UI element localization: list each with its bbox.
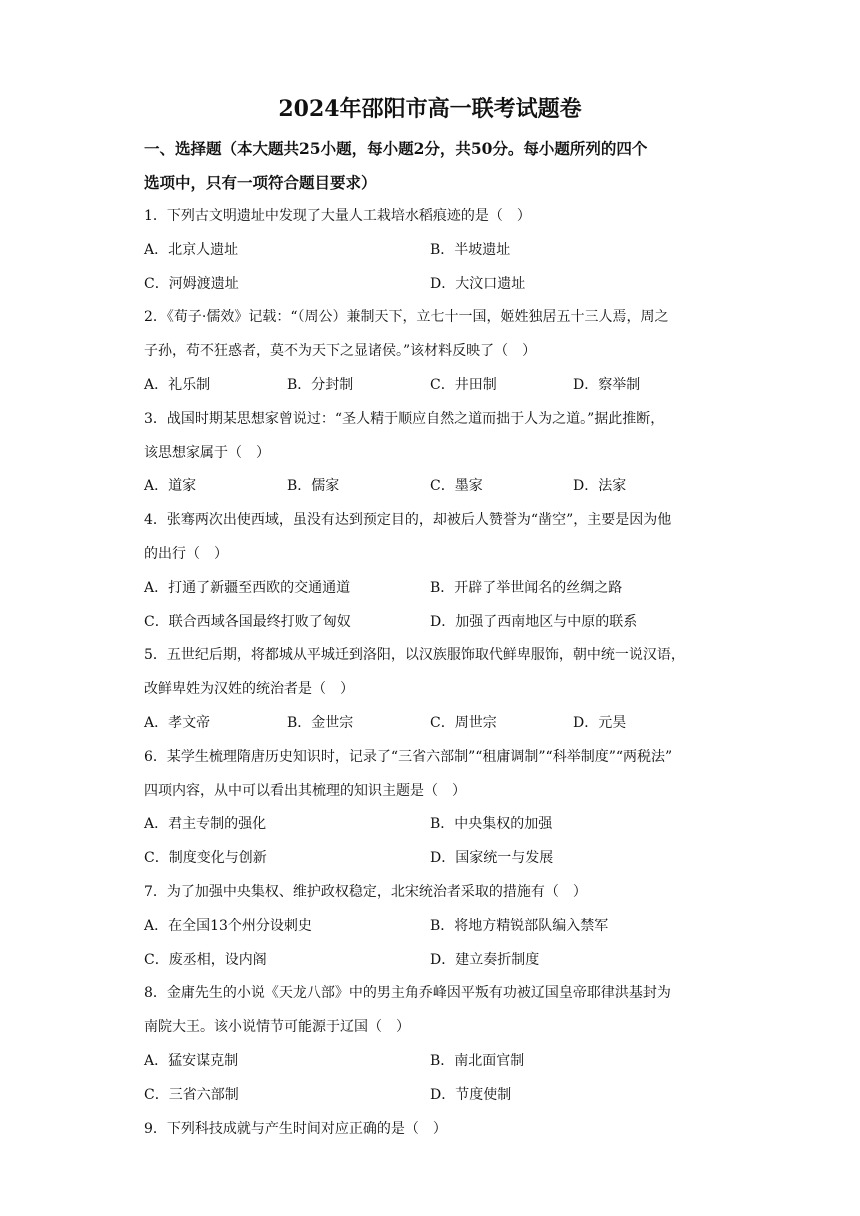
question-stem-line: 南院大王。该小说情节可能源于辽国（ ） xyxy=(144,1019,410,1036)
option-d: D．国家统一与发展 xyxy=(430,850,554,867)
question-4 xyxy=(144,504,716,639)
option-list xyxy=(144,808,716,876)
question-8 xyxy=(144,977,716,1112)
option-a: A．礼乐制 xyxy=(144,376,211,393)
option-a: A．打通了新疆至西欧的交通通道 xyxy=(144,579,351,596)
question-stem-line: 改鲜卑姓为汉姓的统治者是（ ） xyxy=(144,681,354,698)
option-d: D．建立奏折制度 xyxy=(430,951,540,968)
option-d: D．法家 xyxy=(573,478,627,495)
option-list xyxy=(144,470,716,504)
option-b: B．金世宗 xyxy=(287,714,354,731)
question-stem-line: 2．《荀子·儒效》记载：“（周公）兼制天下，立七十一国，姬姓独居五十三人焉，周之 xyxy=(144,309,669,326)
question-stem-line: 该思想家属于（ ） xyxy=(144,444,270,461)
option-d: D．大汶口遗址 xyxy=(430,275,526,292)
option-list xyxy=(144,707,716,741)
question-stem-line: 8．金庸先生的小说《天龙八部》中的男主角乔峰因平叛有功被辽国皇帝耶律洪基封为 xyxy=(144,985,671,1002)
option-c: C．三省六部制 xyxy=(144,1086,239,1103)
question-stem-line: 四项内容，从中可以看出其梳理的知识主题是（ ） xyxy=(144,782,466,799)
option-a: A．孝文帝 xyxy=(144,714,211,731)
section-heading-line2: 选项中，只有一项符合题目要求） xyxy=(144,173,377,192)
section-heading-line1: 一、选择题（本大题共25小题，每小题2分，共50分。每小题所列的四个 xyxy=(144,139,648,158)
option-d: D．节度使制 xyxy=(430,1086,512,1103)
option-a: A．君主专制的强化 xyxy=(144,816,267,833)
question-9 xyxy=(144,1113,716,1147)
option-list xyxy=(144,369,716,403)
option-list xyxy=(144,910,716,978)
option-d: D．察举制 xyxy=(573,376,641,393)
question-stem-line: 5．五世纪后期，将都城从平城迁到洛阳，以汉族服饰取代鲜卑服饰，朝中统一说汉语， xyxy=(144,647,685,664)
question-6 xyxy=(144,741,716,876)
question-stem-line: 7．为了加强中央集权、维护政权稳定，北宋统治者采取的措施有（ ） xyxy=(144,883,587,900)
option-b: B．分封制 xyxy=(287,376,354,393)
question-stem-line: 1．下列古文明遗址中发现了大量人工栽培水稻痕迹的是（ ） xyxy=(144,208,531,224)
option-c: C．河姆渡遗址 xyxy=(144,275,239,292)
option-c: C．废丞相，设内阁 xyxy=(144,951,267,968)
option-b: B．半坡遗址 xyxy=(430,241,511,258)
question-stem-line: 的出行（ ） xyxy=(144,545,228,562)
option-b: B．将地方精锐部队编入禁军 xyxy=(430,917,609,934)
option-a: A．道家 xyxy=(144,478,197,495)
option-list xyxy=(144,234,716,302)
option-a: A．猛安谋克制 xyxy=(144,1052,239,1069)
question-3 xyxy=(144,403,716,504)
option-list xyxy=(144,1045,716,1113)
option-a: A．在全国13个州分设刺史 xyxy=(144,917,312,934)
option-b: B．南北面官制 xyxy=(430,1052,525,1069)
question-stem-line: 4．张骞两次出使西域，虽没有达到预定目的，却被后人赞誉为“凿空”，主要是因为他 xyxy=(144,512,672,529)
option-c: C．周世宗 xyxy=(430,714,497,731)
page-title: 2024年邵阳市高一联考试题卷 xyxy=(278,96,582,122)
question-stem-line: 6．某学生梳理隋唐历史知识时，记录了“三省六部制”“租庸调制”“科举制度”“两税法” xyxy=(144,748,673,765)
question-list xyxy=(144,200,716,1146)
option-c: C．联合西域各国最终打败了匈奴 xyxy=(144,613,351,630)
question-5 xyxy=(144,639,716,740)
question-1 xyxy=(144,200,716,301)
option-b: B．中央集权的加强 xyxy=(430,816,553,833)
option-list xyxy=(144,572,716,640)
option-c: C．墨家 xyxy=(430,478,483,495)
question-stem-line: 子孙，苟不狂惑者，莫不为天下之显诸侯。”该材料反映了（ ） xyxy=(144,343,537,360)
option-c: C．井田制 xyxy=(430,376,497,393)
option-b: B．儒家 xyxy=(287,478,340,495)
question-2 xyxy=(144,301,716,402)
option-d: D．加强了西南地区与中原的联系 xyxy=(430,613,638,630)
option-b: B．开辟了举世闻名的丝绸之路 xyxy=(430,579,623,596)
question-stem-line: 9．下列科技成就与产生时间对应正确的是（ ） xyxy=(144,1120,447,1137)
question-stem-line: 3．战国时期某思想家曾说过：“圣人精于顺应自然之道而拙于人为之道。”据此推断， xyxy=(144,410,665,427)
option-d: D．元昊 xyxy=(573,714,627,731)
option-c: C．制度变化与创新 xyxy=(144,850,267,867)
option-a: A．北京人遗址 xyxy=(144,241,239,258)
question-7 xyxy=(144,876,716,977)
